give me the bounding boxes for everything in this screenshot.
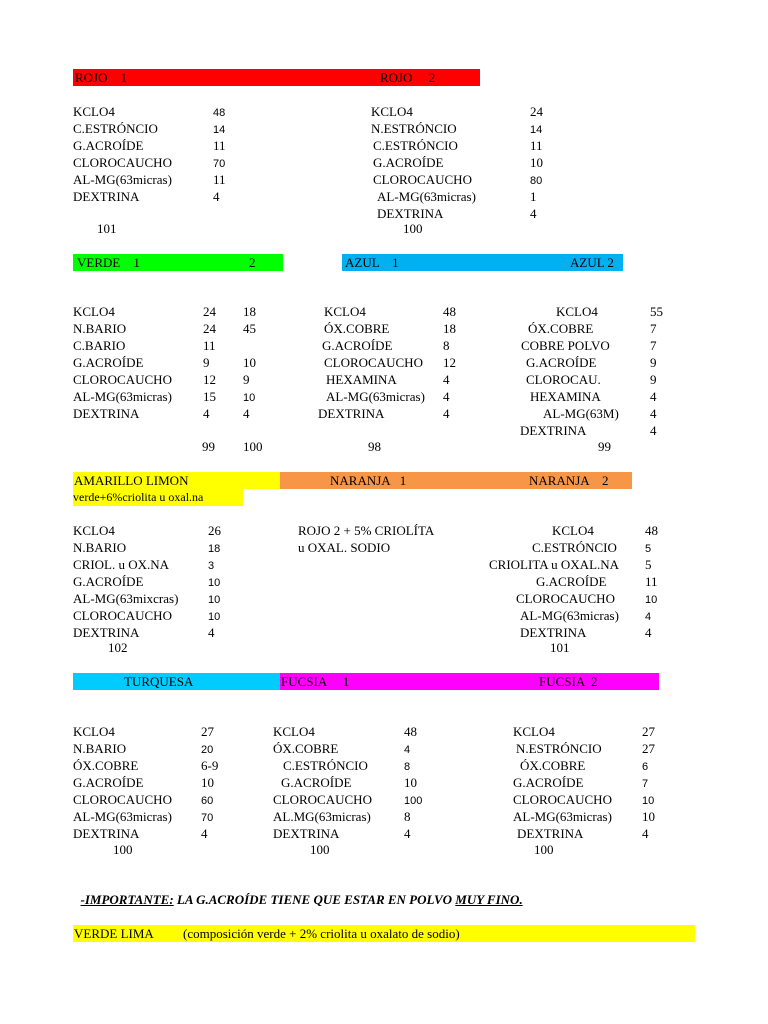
ingredient-amount: 10 — [530, 155, 543, 170]
rojo-1-header: ROJO 1 — [75, 70, 128, 85]
fucsia-2-header: FUCSIA 2 — [539, 674, 598, 689]
ingredient-amount: 24 — [203, 321, 216, 336]
important-emphasis: MUY FINO. — [455, 892, 523, 907]
amarillo-note: verde+6%criolita u oxal.na — [73, 490, 204, 504]
ingredient-amount: 10 — [208, 594, 221, 606]
ingredient-name: KCLO4 — [273, 724, 315, 739]
ingredient-amount: 27 — [642, 724, 655, 739]
ingredient-name: KCLO4 — [73, 304, 115, 319]
ingredient-name: C.ESTRÓNCIO — [532, 540, 617, 555]
ingredient-name: G.ACROÍDE — [526, 355, 597, 370]
ingredient-amount: 7 — [650, 338, 657, 353]
ingredient-amount: 18 — [208, 543, 221, 555]
ingredient-name: C.ESTRÓNCIO — [73, 121, 158, 136]
ingredient-name: AL-MG(63micras) — [326, 389, 425, 404]
ingredient-name: G.ACROÍDE — [73, 775, 144, 790]
ingredient-amount: 11 — [213, 172, 226, 187]
ingredient-amount: 1 — [530, 189, 537, 204]
formula-total: 99 — [202, 439, 215, 454]
formula-total: 100 — [113, 842, 133, 857]
ingredient-name: HEXAMINA — [326, 372, 397, 387]
ingredient-name: C.ESTRÓNCIO — [283, 758, 368, 773]
ingredient-amount: 4 — [650, 406, 657, 421]
ingredient-amount: 8 — [443, 338, 450, 353]
ingredient-name: HEXAMINA — [530, 389, 601, 404]
ingredient-amount: 6 — [642, 761, 649, 773]
ingredient-name: G.ACROÍDE — [322, 338, 393, 353]
ingredient-amount: 9 — [203, 355, 210, 370]
ingredient-amount: 3 — [208, 560, 215, 572]
ingredient-name: G.ACROÍDE — [373, 155, 444, 170]
ingredient-amount: 4 — [642, 826, 649, 841]
ingredient-amount: 10 — [208, 577, 221, 589]
verde-2-header: 2 — [249, 255, 256, 270]
ingredient-amount: 4 — [650, 389, 657, 404]
ingredient-name: CLOROCAUCHO — [73, 372, 172, 387]
ingredient-name: AL-MG(63micras) — [73, 389, 172, 404]
ingredient-name: ÓX.COBRE — [73, 758, 139, 773]
ingredient-name: CLOROCAU. — [526, 372, 601, 387]
fucsia-1-header: FUCSIA 1 — [281, 674, 350, 689]
ingredient-name: G.ACROÍDE — [536, 574, 607, 589]
ingredient-name: KCLO4 — [73, 104, 115, 119]
ingredient-amount: 48 — [404, 724, 417, 739]
lima-note: (composición verde + 2% criolita u oxalato de sodio) — [183, 926, 460, 941]
ingredient-amount: 5 — [645, 543, 652, 555]
ingredient-amount: 4 — [201, 826, 208, 841]
ingredient-amount: 10 — [201, 775, 214, 790]
naranja-1-header: NARANJA 1 — [330, 473, 407, 488]
ingredient-amount: 4 — [645, 611, 652, 623]
ingredient-amount: 12 — [203, 372, 216, 387]
ingredient-name: AL-MG(63micras) — [73, 172, 172, 187]
ingredient-amount: 55 — [650, 304, 663, 319]
ingredient-amount: 10 — [642, 809, 655, 824]
ingredient-amount: 48 — [443, 304, 456, 319]
ingredient-amount: 10 — [645, 594, 658, 606]
ingredient-amount: 4 — [443, 389, 450, 404]
formula-total: 99 — [598, 439, 611, 454]
formula-total: 100 — [403, 221, 423, 236]
ingredient-amount: 48 — [213, 107, 226, 119]
ingredient-amount: 4 — [203, 406, 210, 421]
ingredient-name: G.ACROÍDE — [73, 138, 144, 153]
ingredient-name: KCLO4 — [513, 724, 555, 739]
ingredient-name: AL-MG(63micras) — [513, 809, 612, 824]
ingredient-amount: 10 — [208, 611, 221, 623]
ingredient-amount: 10 — [404, 775, 417, 790]
ingredient-name: DEXTRINA — [520, 625, 587, 640]
formula-total: 101 — [550, 640, 570, 655]
ingredient-amount: 4 — [530, 206, 537, 221]
formula-total: 102 — [108, 640, 128, 655]
ingredient-name: AL-MG(63micras) — [377, 189, 476, 204]
ingredient-amount: 26 — [208, 523, 221, 538]
azul-1-header: AZUL 1 — [345, 255, 399, 270]
ingredient-name: G.ACROÍDE — [281, 775, 352, 790]
ingredient-name: CRIOL. u OX.NA — [73, 557, 170, 572]
ingredient-name: DEXTRINA — [520, 423, 587, 438]
ingredient-amount: 15 — [203, 389, 216, 404]
ingredient-amount: 14 — [530, 124, 543, 136]
ingredient-name: DEXTRINA — [517, 826, 584, 841]
ingredient-amount: 8 — [404, 761, 411, 773]
ingredient-amount: 6-9 — [201, 758, 219, 773]
ingredient-amount: 24 — [530, 104, 543, 119]
important-label: -IMPORTANTE: — [80, 892, 174, 907]
ingredient-amount: 70 — [213, 158, 226, 170]
ingredient-name: AL-MG(63mixcras) — [73, 591, 179, 606]
ingredient-name: DEXTRINA — [73, 625, 140, 640]
ingredient-amount: 100 — [404, 795, 423, 807]
ingredient-name: DEXTRINA — [318, 406, 385, 421]
ingredient-name: AL.MG(63micras) — [273, 809, 371, 824]
ingredient-name: N.ESTRÓNCIO — [516, 741, 602, 756]
ingredient-amount: 4 — [650, 423, 657, 438]
ingredient-name: DEXTRINA — [73, 826, 140, 841]
ingredient-name: N.BARIO — [73, 540, 127, 555]
ingredient-name: N.BARIO — [73, 321, 127, 336]
naranja-1-line-2: u OXAL. SODIO — [298, 540, 391, 555]
ingredient-amount: 7 — [642, 778, 649, 790]
rojo-2-header: ROJO 2 — [380, 70, 436, 85]
ingredient-amount: 11 — [213, 138, 226, 153]
ingredient-amount: 10 — [243, 355, 256, 370]
ingredient-name: N.ESTRÓNCIO — [371, 121, 457, 136]
ingredient-name: DEXTRINA — [273, 826, 340, 841]
ingredient-name: N.BARIO — [73, 741, 127, 756]
ingredient-name: CRIOLITA u OXAL.NA — [489, 557, 620, 572]
naranja-2-header: NARANJA 2 — [529, 473, 609, 488]
ingredient-amount: 11 — [203, 338, 216, 353]
ingredient-amount: 18 — [243, 304, 256, 319]
amarillo-header: AMARILLO LIMON — [74, 473, 189, 488]
ingredient-name: CLOROCAUCHO — [373, 172, 472, 187]
ingredient-name: CLOROCAUCHO — [513, 792, 612, 807]
ingredient-amount: 5 — [645, 557, 652, 572]
ingredient-amount: 4 — [208, 625, 215, 640]
ingredient-name: CLOROCAUCHO — [324, 355, 423, 370]
important-text: LA G.ACROÍDE TIENE QUE ESTAR EN POLVO — [173, 892, 456, 907]
ingredient-amount: 8 — [404, 809, 411, 824]
ingredient-amount: 20 — [201, 744, 214, 756]
ingredient-name: DEXTRINA — [73, 406, 140, 421]
ingredient-name: CLOROCAUCHO — [273, 792, 372, 807]
ingredient-amount: 12 — [443, 355, 456, 370]
important-note — [74, 876, 523, 908]
ingredient-amount: 9 — [650, 355, 657, 370]
ingredient-amount: 11 — [530, 138, 543, 153]
ingredient-name: KCLO4 — [73, 523, 115, 538]
ingredient-name: G.ACROÍDE — [73, 574, 144, 589]
ingredient-amount: 4 — [213, 189, 220, 204]
ingredient-amount: 60 — [201, 795, 214, 807]
ingredient-amount: 10 — [243, 392, 256, 404]
ingredient-amount: 18 — [443, 321, 456, 336]
turquesa-header: TURQUESA — [124, 674, 194, 689]
ingredient-name: DEXTRINA — [73, 189, 140, 204]
ingredient-amount: 4 — [404, 744, 411, 756]
ingredient-amount: 10 — [642, 795, 655, 807]
formula-total: 101 — [97, 221, 117, 236]
ingredient-name: C.BARIO — [73, 338, 126, 353]
ingredient-amount: 24 — [203, 304, 216, 319]
ingredient-name: CLOROCAUCHO — [516, 591, 615, 606]
ingredient-name: KCLO4 — [324, 304, 366, 319]
ingredient-amount: 7 — [650, 321, 657, 336]
ingredient-name: AL-MG(63micras) — [73, 809, 172, 824]
ingredient-name: AL-MG(63micras) — [520, 608, 619, 623]
ingredient-name: ÓX.COBRE — [528, 321, 594, 336]
ingredient-amount: 70 — [201, 812, 214, 824]
ingredient-name: CLOROCAUCHO — [73, 155, 172, 170]
azul-2-header: AZUL 2 — [570, 255, 614, 270]
ingredient-amount: 27 — [642, 741, 655, 756]
formula-total: 100 — [310, 842, 330, 857]
ingredient-name: CLOROCAUCHO — [73, 608, 172, 623]
ingredient-amount: 4 — [443, 406, 450, 421]
ingredient-name: KCLO4 — [556, 304, 598, 319]
ingredient-amount: 11 — [645, 574, 658, 589]
formula-total: 100 — [534, 842, 554, 857]
ingredient-amount: 48 — [645, 523, 658, 538]
ingredient-name: AL-MG(63M) — [543, 406, 619, 421]
ingredient-amount: 27 — [201, 724, 214, 739]
ingredient-name: C.ESTRÓNCIO — [373, 138, 458, 153]
ingredient-amount: 14 — [213, 124, 226, 136]
ingredient-amount: 45 — [243, 321, 256, 336]
ingredient-name: ÓX.COBRE — [324, 321, 390, 336]
ingredient-name: COBRE POLVO — [521, 338, 610, 353]
formula-total: 100 — [243, 439, 263, 454]
formula-total: 98 — [368, 439, 381, 454]
ingredient-name: G.ACROÍDE — [513, 775, 584, 790]
verde-1-header: VERDE 1 — [77, 255, 140, 270]
ingredient-amount: 4 — [243, 406, 250, 421]
ingredient-name: KCLO4 — [73, 724, 115, 739]
ingredient-amount: 80 — [530, 175, 543, 187]
ingredient-name: ÓX.COBRE — [520, 758, 586, 773]
lima-header: VERDE LIMA — [74, 926, 154, 941]
ingredient-amount: 4 — [443, 372, 450, 387]
naranja-1-line-1: ROJO 2 + 5% CRIOLÍTA — [298, 523, 435, 538]
ingredient-name: DEXTRINA — [377, 206, 444, 221]
ingredient-name: KCLO4 — [552, 523, 594, 538]
ingredient-amount: 4 — [404, 826, 411, 841]
ingredient-amount: 4 — [645, 625, 652, 640]
ingredient-name: KCLO4 — [371, 104, 413, 119]
ingredient-name: CLOROCAUCHO — [73, 792, 172, 807]
ingredient-amount: 9 — [650, 372, 657, 387]
ingredient-name: G.ACROÍDE — [73, 355, 144, 370]
ingredient-amount: 9 — [243, 372, 250, 387]
ingredient-name: ÓX.COBRE — [273, 741, 339, 756]
